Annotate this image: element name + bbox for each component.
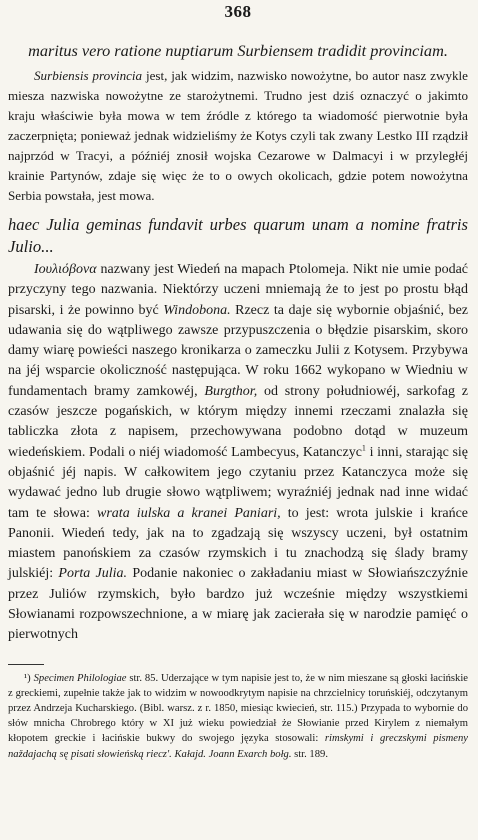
inscription-phrase: wrata iulska a kranei Paniari, xyxy=(97,505,281,521)
porta-julia-term: Porta Julia. xyxy=(58,566,128,582)
paragraph-2-lead: Ιουλιόβονα xyxy=(34,262,97,277)
footnote-divider xyxy=(8,664,44,665)
page-number: 368 xyxy=(224,2,252,21)
footnote-text-1: str. 85. Uderzające w tym napisie jest to, że w nim mieszane są głoski łacińskie z greckiemi, zupełnie także jak to widzim w nowoodkrytym napisie na chrzcielnicy toruńskiéj, odczytanym przez Andrzeja Kucharskiego. (Bibl. warsz. z r. 1850, miesiąc kwiecień, str. 115.) Przypada to wybornie do słów mnicha Chrobrego który w XI już wieku powiedział że Słowianie przed Kirylem z niemałym kłopotem greckie i łacińskie bukwy do swojego języka stosowali: xyxy=(8,672,468,745)
section-heading-2: haec Julia geminas fundavit urbes quarum unam a nomine fratris Julio... xyxy=(8,215,468,256)
footnote-text-2: str. 189. xyxy=(291,748,328,760)
paragraph-1-text: jest, jak widzim, nazwisko nowożytne, bo autor nasz zwykle miesza nazwiska nowożytne ze starożytnemi. Trudno jest dziś oznaczyć o jakimto kraju właściwie była mowa w tem źródle z którego ta wiadomość pierwotnie była zaczerpnięta; ponieważ jednak widzieliśmy że Kotys czyli tak zwany Lestko III rządził najprzód w Tracyi, a późniéj znosił wojska Cezarowe w Dalmacyi i w przyległéj krainie Partynów, zdaje się więc że to o owych okolicach, gdzie potem nowożytna Serbia powstała, jest mowa. xyxy=(8,68,468,203)
burgthor-term: Burgthor, xyxy=(204,383,258,399)
paragraph-2-text-2: Rzecz ta daje się wybornie objaśnić, bez udawania się do wątpliwego zawsze przypuszczenia o błędzie pisarskim, skoro damy wiarę powieści naszego kronikarza o zameczku Julii z Kotysem. Przybywa na jéj wsparcie okoliczność następująca. W roku 1662 wykopano w Wiedniu w fundamentach bramy zamkowéj, xyxy=(8,302,468,399)
paragraph-2-text-6: Podanie nakoniec o zakładaniu miast w Słowiańszczyźnie przez Juliów rzymskich, było bardzo już wcześnie między wszystkiemi Słowianami rozpowszechnione, a w miarę jak zacierała się w narodzie pamięć o pierwotnych xyxy=(8,566,468,643)
paragraph-1 xyxy=(8,66,468,206)
paragraph-2-text-1: nazwany jest Wiedeń na mapach Ptolomeja. Nikt nie umie podać przyczyny tego nazwania. Niektórzy uczeni mniemają że to jest po prostu błąd pisarski, i że powinno być xyxy=(8,262,468,318)
windobona-term: Windobona. xyxy=(163,302,231,318)
paragraph-2-text-4: i inni, starając się objaśnić jéj napis. W całkowitem jego czytaniu przez Katanczyca może się wydawać jedno lub drugie słowo wątpliwem; wyraźniéj jednak nad inne widać tam te słowa: xyxy=(8,444,468,521)
footnote-marker: ¹) xyxy=(24,672,31,684)
paragraph-1-lead: Surbiensis provincia xyxy=(34,68,143,83)
paragraph-2-text-3: od strony południowéj, sarkofag z czasów jeszcze pogańskich, w którym między innemi rzeczami znalazła się tabliczka złota z napisem, przechowywana podobno dotąd w muzeum wiedeńskiem. Podali o niéj wiadomość Lambecyus, Katanczyc xyxy=(8,383,468,460)
footnote-reference: 1 xyxy=(361,443,366,453)
footnote xyxy=(8,671,468,762)
footnote-title: Specimen Philologiae xyxy=(33,672,127,684)
footnote-quote: rimskymi i greczskymi pismeny naždajachą sę pisati słowieńską riecz'. Kałajd. Joann Exarch bołg. xyxy=(8,733,468,760)
section-heading-1: maritus vero ratione nuptiarum Surbiensem tradidit provinciam. xyxy=(28,41,448,60)
paragraph-2 xyxy=(8,260,468,646)
paragraph-2-text-5: to jest: wrota julskie i krańce Panonii. Wiedeń tedy, jak na to zgadzają się wszyscy uczeni, był ostatnim miastem panońskiem za czasów rzymskich i tu znachodzą się ślady bramy julskiéj: xyxy=(8,505,468,582)
